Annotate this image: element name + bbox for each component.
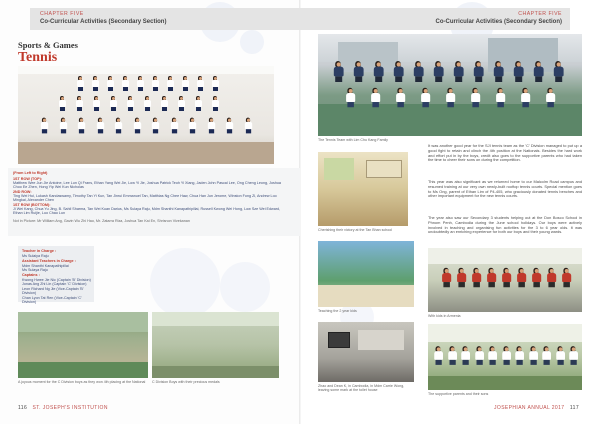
footer-title: JOSEPHIAN ANNUAL bbox=[494, 405, 550, 411]
photo-figure bbox=[76, 76, 84, 91]
photo-figure bbox=[136, 76, 144, 91]
photo-figure bbox=[546, 268, 556, 288]
photo-cambodia-classroom bbox=[318, 322, 414, 382]
photo-figure bbox=[95, 118, 103, 134]
photo-figure bbox=[432, 61, 443, 82]
caption-cambodia: Zhao and Dean K, in Cambodia, in Mdm Carrie Wong, leaving some mark at the toilet house bbox=[318, 384, 405, 393]
photo-figure bbox=[211, 76, 219, 91]
assistant-label: Assistant Teachers in Charge : bbox=[22, 259, 76, 263]
paragraph-1: It was another good year for the SJI tennis team as the 'C' Division managed to put up a good fight to retain and clinch the 4th position at the Nationals. Besides the hard work and effort put in by the boys, credit also goes to the supportive parents who had taken the time to cheer their sons on during the competition. bbox=[428, 143, 582, 163]
photo-figure bbox=[92, 96, 100, 111]
paragraph-2: This year was also significant as we returned home to our Malcolm Road campus and resumed training at our very own newly-built rooftop tennis courts. Special mention goes to Ms Ong, parent of Ethan Lim of P4-405, who graciously donated tennis benches and other important equipment for the new tennis courts. bbox=[428, 179, 582, 199]
teacher-label: Teacher in Charge : bbox=[22, 249, 57, 253]
photo-figure bbox=[109, 96, 117, 111]
photo-figure bbox=[58, 118, 66, 134]
photo-figure bbox=[196, 76, 204, 91]
photo-figure bbox=[91, 76, 99, 91]
photo-figure bbox=[177, 96, 185, 111]
photo-figure bbox=[169, 118, 177, 134]
caption-medals: C Division Boys with their precious medals bbox=[152, 380, 220, 384]
photo-figure bbox=[528, 346, 538, 365]
names-box bbox=[8, 168, 300, 236]
photo-figure bbox=[433, 346, 443, 365]
page-title: Tennis bbox=[18, 50, 58, 65]
caption-court: The Tennis Team with Lim Chu Kang Family bbox=[318, 138, 388, 142]
photo-kids-armenia bbox=[428, 248, 582, 312]
photo-figure bbox=[345, 88, 355, 108]
right-header-bar bbox=[300, 8, 570, 30]
photo-figure bbox=[487, 346, 497, 365]
names-heading: (From Left to Right) bbox=[13, 171, 48, 175]
photo-tennis-team-court bbox=[318, 34, 582, 136]
photo-figure bbox=[143, 96, 151, 111]
photo-figure bbox=[181, 76, 189, 91]
right-footer bbox=[494, 405, 579, 411]
photo-figure bbox=[471, 268, 481, 288]
decor-bubble bbox=[240, 30, 264, 54]
photo-figure bbox=[126, 96, 134, 111]
footer-year: 2017 bbox=[551, 405, 565, 411]
photo-figure bbox=[531, 268, 541, 288]
photo-figure bbox=[501, 268, 511, 288]
photo-figure bbox=[160, 96, 168, 111]
row1-names: Matthew Wee Jun Jie Antoine, Lee Lun Qi Frans, Ethan Yang Wei Jie, Low Yi Jie, Joshua Patrick Teoh Yi Xiang, Jaden John Pascal Lee, Ong Cheng Leong, Joshua Choo Ee Zhen, Hong Yip Wei Kun Nicholas bbox=[13, 181, 281, 190]
paragraph-3: The year also saw our Secondary 3 students helping out at the Don Bosco School in Phnom Penh, Cambodia during the June school holidays. Our boys were actively involved in teaching and organising fun activities for the 3 to 6 year olds. It was undoubtedly an enriching experience for both our boys and their young wards. bbox=[428, 215, 582, 235]
photo-figure bbox=[395, 88, 405, 108]
photo-figure bbox=[552, 61, 563, 82]
page-number: 117 bbox=[569, 405, 580, 411]
assistant-names: Mdm Shanthi Kanapathipillai Ms Sulaya Raju bbox=[22, 263, 69, 272]
photo-figure bbox=[520, 88, 530, 108]
caption-armenia: With kids in Armenia bbox=[428, 314, 461, 318]
photo-figure bbox=[441, 268, 451, 288]
photo-figure bbox=[512, 61, 523, 82]
photo-c-division-nationals bbox=[18, 312, 148, 378]
photo-figure bbox=[151, 118, 159, 134]
caption-nationals: A joyous moment for the C Division boys as they won 4th placing at the National bbox=[18, 380, 146, 384]
photo-figure bbox=[470, 88, 480, 108]
photo-figure bbox=[75, 96, 83, 111]
photo-figure bbox=[516, 268, 526, 288]
chapter-label: CHAPTER FIVE bbox=[518, 11, 562, 17]
photo-figure bbox=[555, 346, 565, 365]
photo-figure bbox=[332, 61, 343, 82]
left-header-bar bbox=[30, 8, 300, 30]
photo-figure bbox=[40, 118, 48, 134]
photo-c-division-medals bbox=[152, 312, 279, 378]
photo-figure bbox=[121, 76, 129, 91]
photo-figure bbox=[151, 76, 159, 91]
photo-figure bbox=[58, 96, 66, 111]
photo-figure bbox=[541, 346, 551, 365]
photo-figure bbox=[372, 61, 383, 82]
photo-figure bbox=[456, 268, 466, 288]
photo-figure bbox=[352, 61, 363, 82]
photo-figure bbox=[568, 346, 578, 365]
photo-victory bbox=[318, 152, 408, 226]
photo-figure bbox=[188, 118, 196, 134]
photo-figure bbox=[447, 346, 457, 365]
photo-figure bbox=[460, 346, 470, 365]
photo-figure bbox=[194, 96, 202, 111]
footer-title: ST. JOSEPH'S INSTITUTION bbox=[32, 405, 108, 411]
photo-figure bbox=[211, 96, 219, 111]
decor-bubble bbox=[150, 248, 220, 318]
row2-label: 2ND ROW: bbox=[13, 190, 32, 194]
photo-figure bbox=[492, 61, 503, 82]
photo-figure bbox=[392, 61, 403, 82]
photo-figure bbox=[495, 88, 505, 108]
photo-figure bbox=[412, 61, 423, 82]
photo-figure bbox=[486, 268, 496, 288]
staff-box bbox=[18, 246, 94, 302]
caption-victory: Cherishing their victory at the Tan Bhan school bbox=[318, 228, 393, 232]
photo-figure bbox=[514, 346, 524, 365]
section-title: Co-Curricular Activities (Secondary Section) bbox=[40, 19, 167, 25]
captains-label: Captains : bbox=[22, 273, 40, 277]
photo-figure bbox=[206, 118, 214, 134]
absent-note: Not in Picture: Mr William Ang, Gavin Wu Zhi Hao, Mr. Zatarra Riza, Joshua Tan Kai En, Shrisnon Vivekanan bbox=[13, 219, 190, 223]
category-label: Sports & Games bbox=[18, 40, 78, 50]
photo-figure bbox=[225, 118, 233, 134]
photo-figure bbox=[545, 88, 555, 108]
photo-figure bbox=[243, 118, 251, 134]
photo-figure bbox=[472, 61, 483, 82]
photo-figure bbox=[474, 346, 484, 365]
section-title: Co-Curricular Activities (Secondary Section) bbox=[435, 19, 562, 25]
chapter-label: CHAPTER FIVE bbox=[40, 11, 84, 17]
caption-teaching: Teaching the 2 year kids bbox=[318, 309, 357, 313]
photo-figure bbox=[370, 88, 380, 108]
left-footer bbox=[18, 405, 108, 411]
row2-names: Ting Wei Hui, Lukash Kandaswamy, Timothy Tan Yi Kun, Tan Jinrui Emmanuel Tan, Matthias Ng Chee Haw, Chua Han Jun Jerome, Winston Fong Zi, Andrew Loo Mingkai, Alexander Chen bbox=[13, 194, 277, 203]
teacher-name: Ms Sulaiya Raju bbox=[22, 253, 49, 258]
photo-figure bbox=[420, 88, 430, 108]
photo-figure bbox=[561, 268, 571, 288]
photo-figure bbox=[106, 76, 114, 91]
page-number: 116 bbox=[18, 405, 28, 411]
photo-figure bbox=[452, 61, 463, 82]
photo-figure bbox=[114, 118, 122, 134]
decor-bubble bbox=[220, 262, 270, 312]
photo-figure bbox=[445, 88, 455, 108]
photo-figure bbox=[532, 61, 543, 82]
row1-label: 1ST ROW (TOP): bbox=[13, 177, 43, 181]
photo-teaching-kids bbox=[318, 241, 414, 307]
photo-figure bbox=[132, 118, 140, 134]
photo-figure bbox=[166, 76, 174, 91]
photo-supportive-parents bbox=[428, 324, 582, 390]
photo-figure bbox=[501, 346, 511, 365]
caption-parents: The supportive parents and their sons bbox=[428, 392, 489, 396]
captains-names: Kwong Hwee Jie Nic (Captain 'B' Division) Jonas Ang Zhi Lin (Captain 'C' Division) Leon Richard Ng Jie (Vice-Captain 'B' Division) Chan Lyon Tat Ren (Vice-Captain 'C' Division) bbox=[22, 277, 91, 304]
team-photo bbox=[18, 66, 274, 164]
row3-names: Ji Wei Kang, Chua Yu Jing, B. Sahil Sharma, Tan Wei Kuan Darius, Ms Sulaya Raju, Mdm Shanthi Kanapathipillai, Russell Kwong Wei Hong, Low Sze Wei Edward, Ethan Lim Ruijie, Luo Chao Lun bbox=[13, 207, 281, 216]
photo-figure bbox=[77, 118, 85, 134]
row3-label: 1ST ROW (BOTTOM): bbox=[13, 203, 51, 207]
